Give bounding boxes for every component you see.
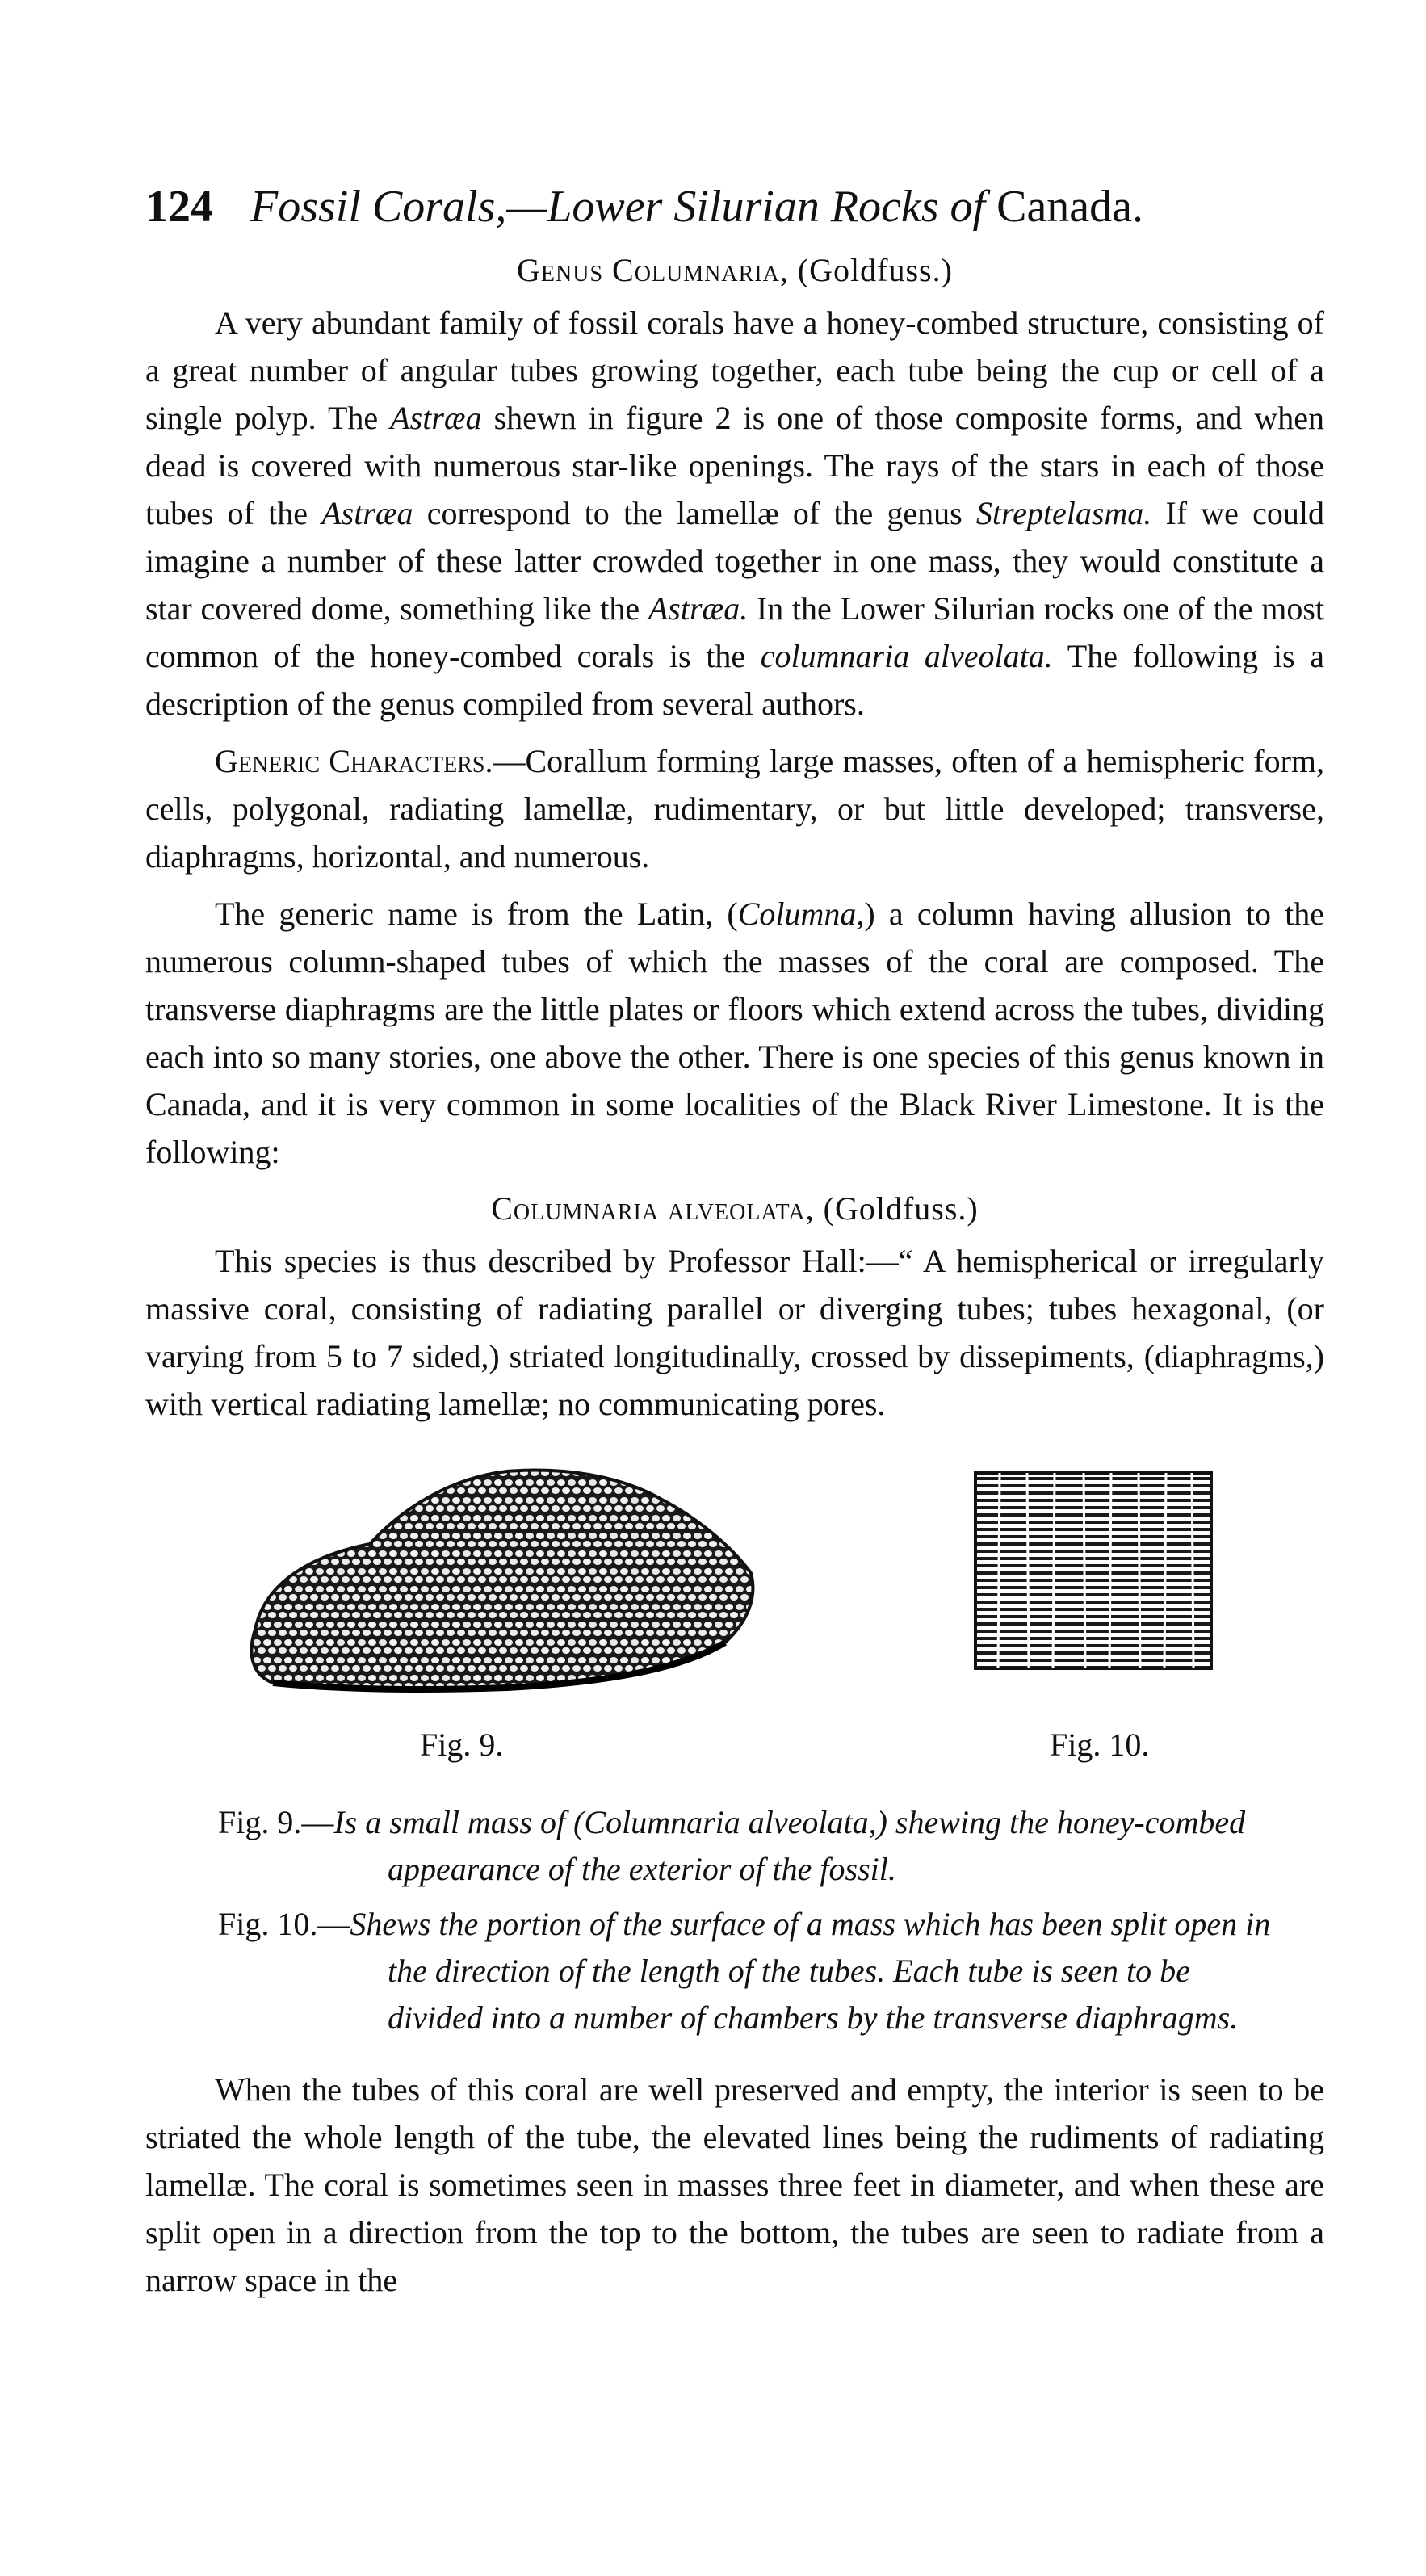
- running-title: Fossil Corals,—Lower Silurian Rocks of: [250, 182, 986, 232]
- italic-term: Astræa.: [648, 590, 749, 627]
- page-number: 124: [145, 182, 213, 232]
- italic-term: Astræa: [321, 495, 413, 531]
- caption-text: ) shewing the honey-combed appearance of the exterior of the fossil.: [388, 1804, 1246, 1887]
- text: correspond to the lamellæ of the genus: [413, 495, 976, 531]
- italic-term: Astræa: [390, 400, 482, 436]
- paragraph-continuation: When the tubes of this coral are well preserved and empty, the interior is seen to be striated the whole length of the tube, the elevated lines being the rudiments of radiating lamellæ. The coral is sometimes seen in masses three feet in diameter, and when these are split open in a direction from the top to the bottom, the tubes are seen to radiate from a narrow space in the: [145, 2071, 1324, 2298]
- caption-fig10: [145, 1901, 1324, 2041]
- figures-row: [145, 1452, 1324, 1791]
- text: The generic name is from the Latin, (: [215, 896, 738, 932]
- section-heading-genus: [145, 247, 1324, 294]
- text: —Corallum forming large masses, often of a hemispheric form, cells, polygonal, radiating lamellæ, rudimentary, or but little developed; transverse, diaphragms, horizontal, and numerous.: [145, 743, 1325, 875]
- text: The following is a description of the genus compiled from several authors.: [145, 638, 1325, 722]
- heading-authority: (Goldfuss.): [823, 1190, 979, 1227]
- running-title-place: Canada.: [996, 182, 1144, 232]
- heading-authority: (Goldfuss.): [797, 252, 953, 288]
- text: ) a column having allusion to the numerous column-shaped tubes of which the masses of the coral are composed. The transverse diaphragms are the little plates or floors which extend across the tubes, dividing each into so many stories, one above the other. There is one species of this genus known in Canada, and it is very common in some localities of the Black River Limestone. It is the following:: [145, 896, 1325, 1170]
- small-caps-label: Generic Characters.: [215, 743, 493, 779]
- caption-fig9: [145, 1799, 1324, 1893]
- caption-label: Fig. 10.—: [218, 1906, 350, 1942]
- text: In the Lower Silurian rocks one of the most common of the honey-combed corals is the: [145, 590, 1324, 674]
- italic-term: Streptelasma.: [975, 495, 1152, 531]
- book-page: [145, 178, 1324, 2314]
- text: shewn in figure 2 is one of those composite forms, and when dead is covered with numerous star-like openings. The rays of the stars in each of those tubes of the: [145, 400, 1324, 531]
- fig9-coral-illustration: [241, 1460, 757, 1694]
- caption-text: Shews the portion of the surface of a mass which has been split open in the direction of the length of the tubes. Each tube is seen to be divided into a number of chambers by the transverse diaphragms.: [350, 1906, 1271, 2036]
- paragraph-intro: [145, 299, 1324, 728]
- running-head: [145, 178, 1324, 236]
- fig10-coral-section-illustration: [972, 1470, 1214, 1672]
- caption-label: Fig. 9.—: [218, 1804, 334, 1840]
- italic-term: Columna,: [737, 896, 865, 932]
- fig10-label: Fig. 10.: [1050, 1726, 1150, 1763]
- text: If we could imagine a number of these latter crowded together in one mass, they would constitute a star covered dome, something like the: [145, 495, 1324, 627]
- caption-text: Is a small mass of (: [333, 1804, 585, 1840]
- italic-term: columnaria alveolata.: [760, 638, 1053, 674]
- paragraph-etymology: [145, 890, 1324, 1176]
- text: A very abundant family of fossil corals have a honey-combed structure, consisting of a great number of angular tubes growing together, each tube being the cup or cell of a single polyp. The: [145, 304, 1324, 436]
- section-heading-species: [145, 1185, 1324, 1232]
- paragraph-generic-characters: [145, 737, 1324, 880]
- caption-term: Columnaria alveolata,: [584, 1804, 877, 1840]
- paragraph-species-description: This species is thus described by Professor Hall:—“ A hemispherical or irregularly massive coral, consisting of radiating parallel or diverging tubes; tubes hexagonal, (or varying from 5 to 7 sided,) striated longitudinally, crossed by dissepiments, (diaphragms,) with vertical radiating lamellæ; no communicating pores.: [145, 1243, 1324, 1422]
- heading-text: Columnaria alveolata,: [491, 1190, 815, 1227]
- heading-text: Genus Columnaria,: [517, 252, 789, 288]
- fig9-label: Fig. 9.: [420, 1726, 504, 1763]
